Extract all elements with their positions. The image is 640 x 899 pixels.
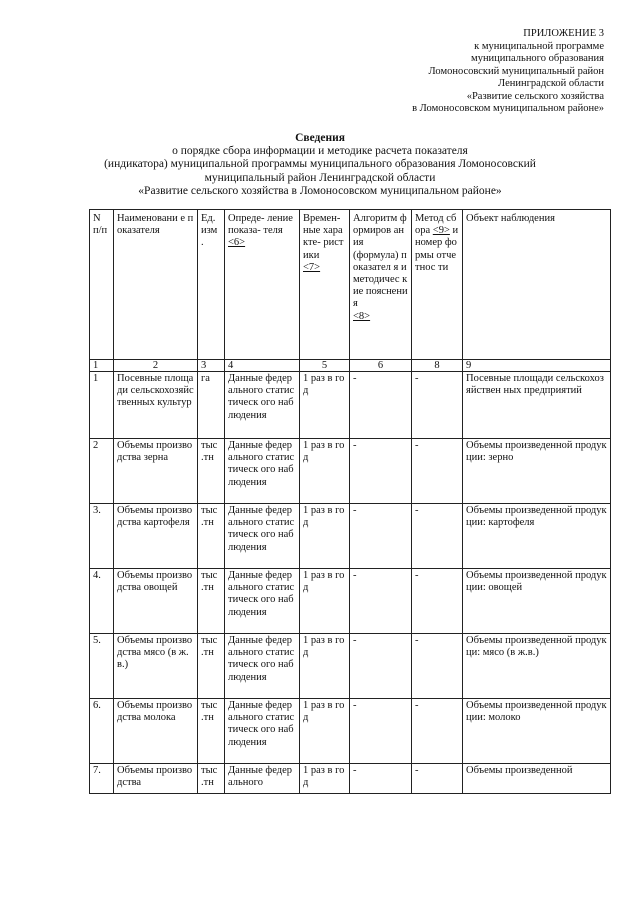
collection-method: - (412, 634, 463, 699)
column-number: 4 (225, 360, 300, 372)
table-row (90, 504, 611, 569)
row-number: 3. (90, 504, 114, 569)
indicator-name: Объемы производства молока (114, 699, 198, 764)
observation-object: Объемы произведенной (463, 764, 611, 794)
time-characteristic: 1 раз в год (300, 569, 350, 634)
header-cell-number: N п/п (90, 210, 114, 360)
algorithm: - (350, 764, 412, 794)
time-characteristic: 1 раз в год (300, 764, 350, 794)
column-number-row (90, 360, 611, 372)
appendix-line: в Ломоносовском муниципальном районе» (412, 103, 604, 114)
indicator-name: Объемы производства овощей (114, 569, 198, 634)
observation-object: Объемы произведенной продукции: овощей (463, 569, 611, 634)
column-number: 5 (300, 360, 350, 372)
algorithm: - (350, 504, 412, 569)
column-number: 1 (90, 360, 114, 372)
collection-method: - (412, 372, 463, 439)
algorithm: - (350, 699, 412, 764)
collection-method: - (412, 504, 463, 569)
indicator-name: Объемы производства (114, 764, 198, 794)
observation-object: Объемы произведенной продукции: зерно (463, 439, 611, 504)
definition: Данные федерального статистическ ого наблюдения (225, 372, 300, 439)
definition: Данные федерального статистическ ого наблюдения (225, 504, 300, 569)
header-cell-object: Объект наблюдения (463, 210, 611, 360)
time-characteristic: 1 раз в год (300, 504, 350, 569)
algorithm: - (350, 634, 412, 699)
footnote-ref-7: <7> (303, 261, 321, 273)
row-number: 6. (90, 699, 114, 764)
collection-method: - (412, 764, 463, 794)
indicator-name: Объемы производства картофеля (114, 504, 198, 569)
unit: тыс .тн (198, 439, 225, 504)
header-row (90, 210, 611, 360)
definition: Данные федерального (225, 764, 300, 794)
appendix-line: муниципального образования (471, 53, 604, 64)
column-number: 2 (114, 360, 198, 372)
unit: тыс .тн (198, 504, 225, 569)
table-row (90, 569, 611, 634)
table-row (90, 439, 611, 504)
footnote-ref-6: <6> (228, 237, 246, 249)
unit: тыс .тн (198, 634, 225, 699)
collection-method: - (412, 439, 463, 504)
definition: Данные федерального статистическ ого наблюдения (225, 634, 300, 699)
collection-method: - (412, 699, 463, 764)
appendix-line: ПРИЛОЖЕНИЕ 3 (523, 28, 604, 39)
observation-object: Объемы произведенной продукци: мясо (в ж.в.) (463, 634, 611, 699)
unit: тыс .тн (198, 569, 225, 634)
indicator-name: Объемы производства зерна (114, 439, 198, 504)
definition: Данные федерального статистическ ого наблюдения (225, 569, 300, 634)
header-cell-unit: Ед. изм . (198, 210, 225, 360)
row-number: 7. (90, 764, 114, 794)
document-heading (60, 132, 580, 198)
appendix-line: к муниципальной программе (474, 40, 604, 52)
header-cell-definition: Опреде- ление показа- теля <6> (225, 210, 300, 360)
observation-object: Объемы произведенной продукции: молоко (463, 699, 611, 764)
unit: га (198, 372, 225, 439)
row-number: 4. (90, 569, 114, 634)
footnote-ref-9: <9> (432, 225, 450, 237)
time-characteristic: 1 раз в год (300, 439, 350, 504)
algorithm: - (350, 569, 412, 634)
time-characteristic: 1 раз в год (300, 634, 350, 699)
header-cell-method: Метод сбора <9> и номер формы отчетнос ти (412, 210, 463, 360)
heading-line: (индикатора) муниципальной программы муниципального образования Ломоносовский (104, 158, 536, 171)
time-characteristic: 1 раз в год (300, 699, 350, 764)
appendix-line: «Развитие сельского хозяйства (466, 90, 604, 102)
appendix-line: Ленинградской области (498, 78, 604, 89)
algorithm: - (350, 439, 412, 504)
indicators-table (89, 209, 611, 794)
table-row (90, 372, 611, 439)
algorithm: - (350, 372, 412, 439)
unit: тыс .тн (198, 764, 225, 794)
document-title: Сведения (295, 132, 345, 144)
definition: Данные федерального статистическ ого наблюдения (225, 439, 300, 504)
row-number: 2 (90, 439, 114, 504)
heading-line: муниципальный район Ленинградской области (204, 171, 436, 184)
appendix-line: Ломоносовский муниципальный район (428, 65, 604, 77)
observation-object: Объемы произведенной продукции: картофеля (463, 504, 611, 569)
observation-object: Посевные площади сельскохозяйствен ных предприятий (463, 372, 611, 439)
header-cell-algorithm: Алгоритм формиров ания (формула) показател я и методичес кие пояснения <8> (350, 210, 412, 360)
column-number: 3 (198, 360, 225, 372)
column-number: 6 (350, 360, 412, 372)
collection-method: - (412, 569, 463, 634)
row-number: 5. (90, 634, 114, 699)
header-cell-name: Наименовани е показателя (114, 210, 198, 360)
header-cell-time: Времен- ные характе- ристики <7> (300, 210, 350, 360)
heading-line: «Развитие сельского хозяйства в Ломоносовском муниципальном районе» (138, 184, 502, 197)
column-number: 8 (412, 360, 463, 372)
indicator-name: Объемы производства мясо (в ж.в.) (114, 634, 198, 699)
table-row (90, 699, 611, 764)
time-characteristic: 1 раз в год (300, 372, 350, 439)
heading-line: о порядке сбора информации и методике расчета показателя (172, 145, 468, 158)
row-number: 1 (90, 372, 114, 439)
indicator-name: Посевные площади сельскохозяйс твенных культур (114, 372, 198, 439)
column-number: 9 (463, 360, 611, 372)
footnote-ref-8: <8> (353, 310, 371, 322)
table-row (90, 634, 611, 699)
table-row (90, 764, 611, 794)
appendix-block (344, 28, 604, 116)
unit: тыс .тн (198, 699, 225, 764)
definition: Данные федерального статистическ ого наблюдения (225, 699, 300, 764)
